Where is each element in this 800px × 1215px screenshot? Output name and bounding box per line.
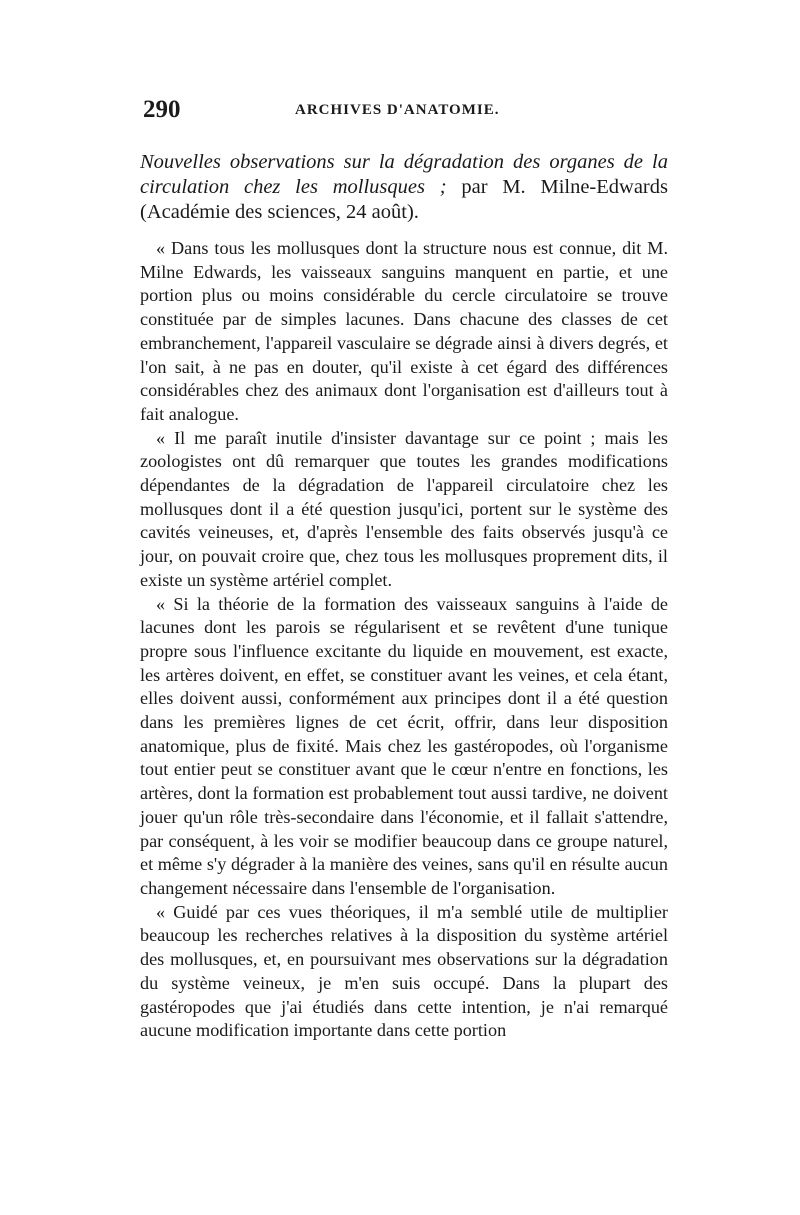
title-italic: Nouvelles observations sur la dégradation des organes de la circulation chez les mollusques ; [140, 151, 668, 198]
paragraph: « Il me paraît inutile d'insister davantage sur ce point ; mais les zoologistes ont dû remarquer que toutes les grandes modifications dépendantes de la dégradation de l'appareil circulatoire chez les mollusques dont il a été question jusqu'ici, portent sur le système des cavités veineuses, et, d'après l'ensemble des faits observés jusqu'à ce jour, on pouvait croire que, chez tous les mollusques proprement dits, il existe un système artériel complet. [140, 427, 668, 590]
paragraph: « Guidé par ces vues théoriques, il m'a semblé utile de multiplier beaucoup les recherches relatives à la disposition du système artériel des mollusques, et, en poursuivant mes observations sur la dégradation du système veineux, je m'en suis occupé. Dans la plupart des gastéropodes que j'ai étudiés dans cette intention, je n'ai remarqué aucune modification importante dans cette portion [140, 901, 668, 1041]
page-number: 290 [143, 96, 181, 123]
article [140, 150, 668, 1043]
paragraph: « Dans tous les mollusques dont la structure nous est connue, dit M. Milne Edwards, les vaisseaux sanguins manquent en partie, et une portion plus ou moins considérable du cercle circulatoire se trouve constituée par de simples lacunes. Dans chacune des classes de cet embranchement, l'appareil vasculaire se dégrade ainsi à divers degrés, et l'on sait, à ne pas en douter, qu'il existe à cet égard des différences considérables chez des animaux dont l'organisation est d'ailleurs tout à fait analogue. [140, 238, 668, 424]
running-title: ARCHIVES D'ANATOMIE. [295, 102, 500, 118]
article-title [140, 150, 668, 225]
title-author: par M. Milne-Edwards [461, 176, 668, 198]
paragraph: « Si la théorie de la formation des vaisseaux sanguins à l'aide de lacunes dont les parois se régularisent et se revêtent d'une tunique propre sous l'influence excitante du liquide en mouvement, est exacte, les artères doivent, en effet, se constituer avant les veines, et cela étant, elles doivent aussi, conformément aux principes dont il a été question dans les premières lignes de cet écrit, offrir, dans leur disposition anatomique, plus de fixité. Mais chez les gastéropodes, où l'organisme tout entier peut se constituer avant que le cœur n'entre en fonctions, les artères, dont la formation est probablement tout aussi tardive, ne doivent jouer qu'un rôle très-secondaire dans l'économie, et il fallait s'attendre, par conséquent, à les voir se modifier beaucoup dans ce groupe naturel, et même s'y dégrader à la manière des veines, sans qu'il en résulte aucun changement nécessaire dans l'ensemble de l'organisation. [140, 593, 668, 898]
title-source: (Académie des sciences, 24 août). [140, 201, 419, 223]
page-header [143, 96, 663, 126]
